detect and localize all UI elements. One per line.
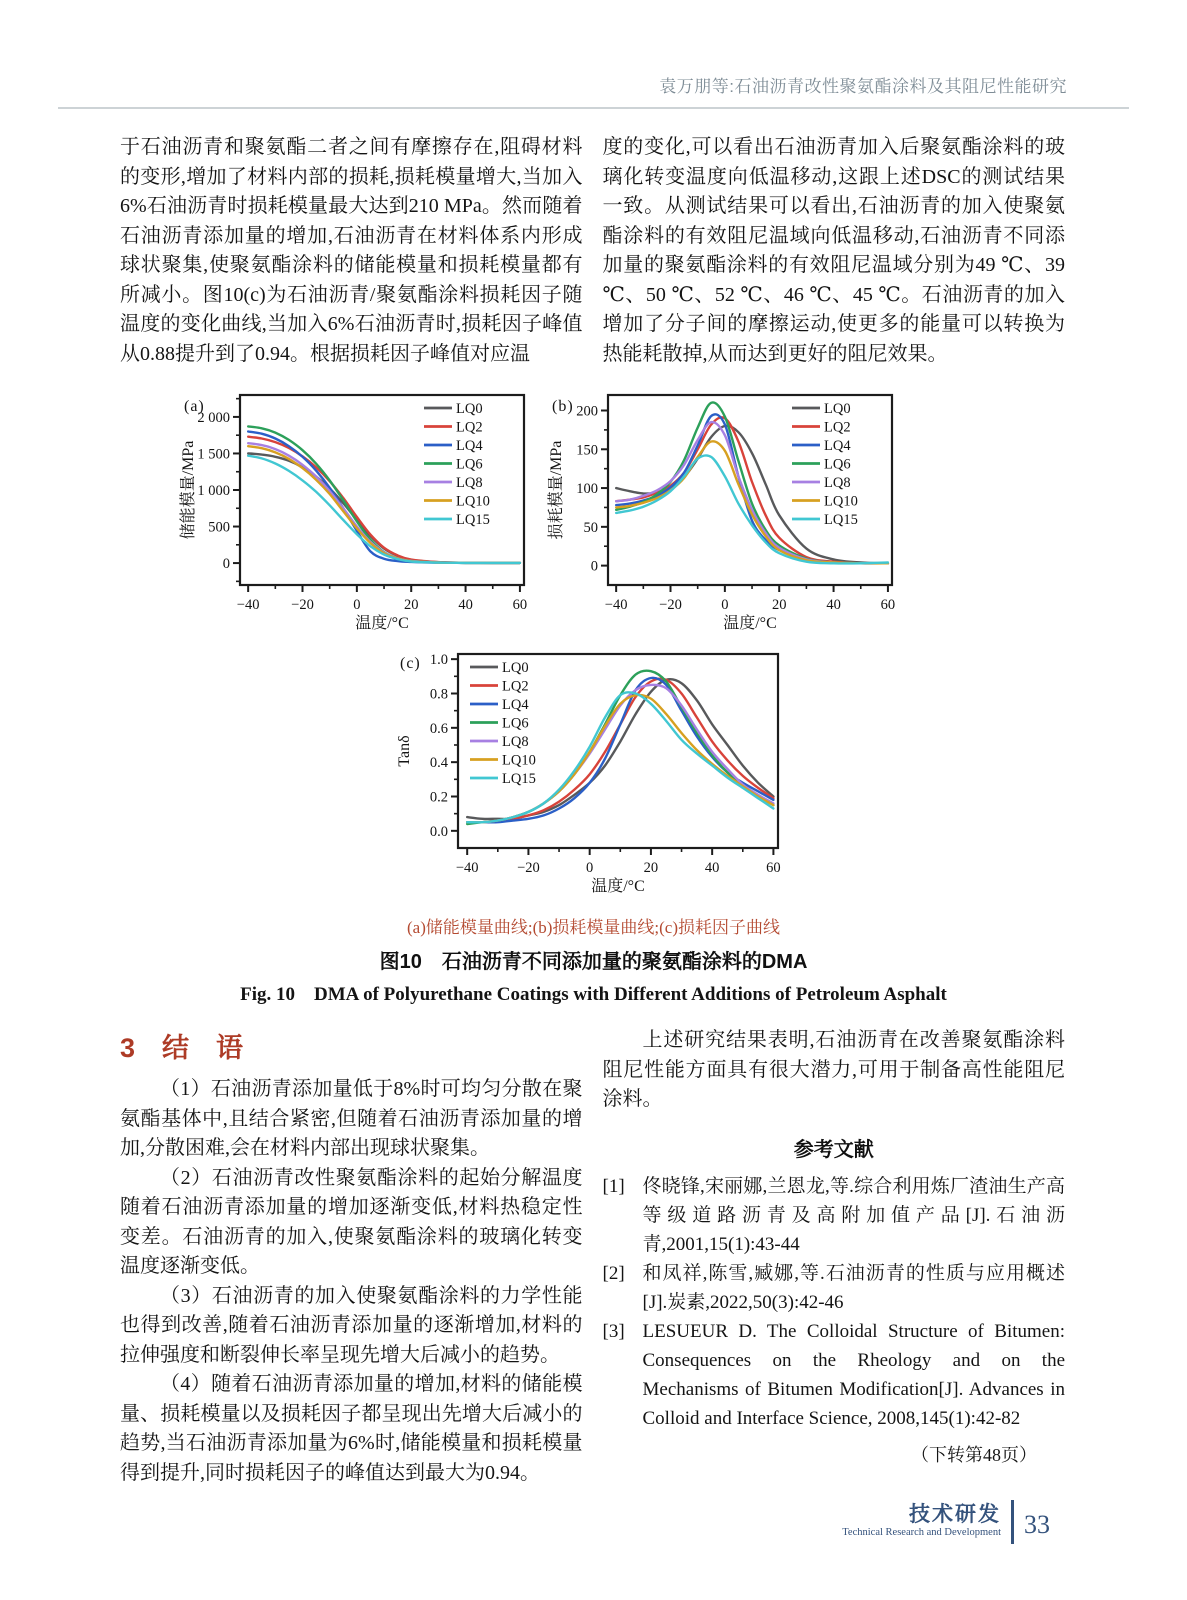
conclusion-left-column xyxy=(120,1026,583,1488)
svg-text:40: 40 xyxy=(704,860,719,876)
chart-storage-modulus xyxy=(178,383,538,640)
charts-row-bottom xyxy=(0,640,1187,903)
svg-text:0.8: 0.8 xyxy=(429,686,448,703)
page-number: 33 xyxy=(1024,1510,1050,1539)
section-heading: 3 结 语 xyxy=(120,1033,244,1063)
svg-text:−20: −20 xyxy=(291,597,314,613)
svg-text:LQ4: LQ4 xyxy=(824,438,851,454)
chart-canvas xyxy=(546,383,906,635)
svg-text:LQ6: LQ6 xyxy=(824,456,851,473)
svg-text:60: 60 xyxy=(512,597,528,613)
reference-item xyxy=(603,1259,1066,1317)
figure-caption-en: Fig. 10 DMA of Polyurethane Coatings with Different Additions of Petroleum Asphalt xyxy=(240,984,947,1005)
svg-text:0: 0 xyxy=(585,860,593,876)
figure-10 xyxy=(0,383,1187,1006)
figure-caption-zh: 图10 石油沥青不同添加量的聚氨酯涂料的DMA xyxy=(379,951,808,973)
svg-text:20: 20 xyxy=(771,597,787,613)
svg-text:LQ0: LQ0 xyxy=(501,660,529,676)
conclusion-item-2: （2）石油沥青改性聚氨酯涂料的起始分解温度随着石油沥青添加量的增加逐渐变低,材料热稳定性变差。石油沥青的加入,使聚氨酯涂料的玻璃化转变温度逐渐变低。 xyxy=(120,1166,583,1277)
page-header xyxy=(58,0,1129,109)
references-column xyxy=(603,1026,1066,1488)
svg-text:500: 500 xyxy=(208,519,230,536)
charts-row-top xyxy=(178,383,1187,640)
svg-text:−20: −20 xyxy=(516,860,540,876)
svg-text:1 000: 1 000 xyxy=(197,483,230,499)
svg-text:(c): (c) xyxy=(399,655,421,672)
svg-text:0.4: 0.4 xyxy=(429,755,448,772)
conclusion-item-1: （1）石油沥青添加量低于8%时可均匀分散在聚氨酯基体中,且结合紧密,但随着石油沥青添加量的增加,分散困难,会在材料内部出现球状聚集。 xyxy=(120,1078,583,1159)
reference-item xyxy=(603,1172,1066,1259)
svg-text:(a): (a) xyxy=(184,398,205,415)
svg-text:LQ2: LQ2 xyxy=(501,678,529,695)
svg-text:−40: −40 xyxy=(455,860,479,876)
svg-text:−20: −20 xyxy=(659,597,682,613)
footer-section-zh: 技术研发 xyxy=(909,1503,1001,1526)
svg-text:−40: −40 xyxy=(236,597,260,613)
svg-text:LQ15: LQ15 xyxy=(824,512,858,528)
svg-text:储能模量/MPa: 储能模量/MPa xyxy=(180,440,197,540)
figure-subcaption: (a)储能模量曲线;(b)损耗模量曲线;(c)损耗因子曲线 xyxy=(406,918,780,937)
footer-section-labels xyxy=(842,1504,1001,1540)
reference-number: [1] xyxy=(602,1175,625,1197)
chart-canvas xyxy=(394,640,794,898)
svg-text:LQ6: LQ6 xyxy=(501,715,529,732)
svg-text:温度/°C: 温度/°C xyxy=(355,615,409,632)
conclusion-closing: 上述研究结果表明,石油沥青在改善聚氨酯涂料阻尼性能方面具有很大潜力,可用于制备高性能阻尼涂料。 xyxy=(602,1029,1065,1110)
svg-text:LQ0: LQ0 xyxy=(456,401,483,417)
svg-text:60: 60 xyxy=(880,597,896,613)
svg-text:LQ10: LQ10 xyxy=(501,752,536,769)
svg-text:40: 40 xyxy=(826,597,841,613)
conclusion-item-3: （3）石油沥青的加入使聚氨酯涂料的力学性能也得到改善,随着石油沥青添加量的逐渐增加,材料的拉伸强度和断裂伸长率呈现先增大后减小的趋势。 xyxy=(120,1284,583,1366)
svg-text:0.2: 0.2 xyxy=(429,789,448,806)
reference-text: 佟晓锋,宋丽娜,兰恩龙,等.综合利用炼厂渣油生产高等级道路沥青及高附加值产品[J].石油沥青,2001,15(1):43-44 xyxy=(642,1175,1065,1255)
svg-text:0: 0 xyxy=(590,558,598,575)
svg-text:LQ2: LQ2 xyxy=(456,419,483,436)
svg-text:0.6: 0.6 xyxy=(429,720,448,737)
svg-text:LQ10: LQ10 xyxy=(824,493,858,510)
svg-text:150: 150 xyxy=(576,442,598,459)
body-right-column xyxy=(603,133,1066,369)
svg-text:0: 0 xyxy=(721,597,729,613)
svg-text:LQ2: LQ2 xyxy=(824,419,851,436)
svg-text:200: 200 xyxy=(576,403,598,420)
chart-canvas xyxy=(178,383,538,635)
svg-text:1 500: 1 500 xyxy=(197,446,230,463)
conclusion-section xyxy=(120,1026,1065,1488)
svg-text:LQ10: LQ10 xyxy=(456,493,490,510)
svg-text:0.0: 0.0 xyxy=(429,823,448,840)
paragraph: 度的变化,可以看出石油沥青加入后聚氨酯涂料的玻璃化转变温度向低温移动,这跟上述DSC的测试结果一致。从测试结果可以看出,石油沥青的加入使聚氨酯涂料的有效阻尼温域向低温移动,石油沥青不同添加量的聚氨酯涂料的有效阻尼温域分别为49 ℃、39 ℃、50 ℃、52 ℃、46 ℃、45 ℃。石油沥青的加入增加了分子间的摩擦运动,使更多的能量可以转换为热能耗散掉,从而达到更好的阻尼效果。 xyxy=(602,136,1065,365)
svg-text:LQ4: LQ4 xyxy=(501,697,529,713)
reference-item xyxy=(603,1317,1066,1433)
svg-text:LQ8: LQ8 xyxy=(456,475,483,491)
svg-text:0: 0 xyxy=(353,597,361,613)
footer-divider xyxy=(1011,1500,1014,1544)
reference-number: [2] xyxy=(602,1262,625,1284)
svg-text:20: 20 xyxy=(403,597,419,613)
svg-text:LQ15: LQ15 xyxy=(456,512,490,528)
svg-text:100: 100 xyxy=(576,481,598,498)
svg-text:50: 50 xyxy=(583,519,598,536)
svg-text:LQ15: LQ15 xyxy=(501,771,536,787)
footer-section-en: Technical Research and Development xyxy=(842,1527,1001,1538)
body-text-section xyxy=(120,133,1065,369)
chart-tan-delta xyxy=(394,640,794,903)
svg-text:LQ0: LQ0 xyxy=(824,401,851,417)
continued-note: （下转第48页） xyxy=(911,1444,1037,1465)
svg-text:LQ4: LQ4 xyxy=(456,438,483,454)
conclusion-item-4: （4）随着石油沥青添加量的增加,材料的储能模量、损耗模量以及损耗因子都呈现出先增大后减小的趋势,当石油沥青添加量为6%时,储能模量和损耗模量得到提升,同时损耗因子的峰值达到最大为0.94。 xyxy=(120,1373,583,1484)
running-title: 袁万朋等:石油沥青改性聚氨酯涂料及其阻尼性能研究 xyxy=(659,77,1067,96)
svg-text:1.0: 1.0 xyxy=(429,652,448,669)
svg-text:Tanδ: Tanδ xyxy=(395,735,413,767)
svg-text:2 000: 2 000 xyxy=(197,409,230,426)
svg-text:40: 40 xyxy=(458,597,473,613)
chart-loss-modulus xyxy=(546,383,906,640)
svg-text:LQ8: LQ8 xyxy=(824,475,851,491)
svg-text:LQ6: LQ6 xyxy=(456,456,483,473)
page-footer xyxy=(842,1500,1050,1544)
svg-text:−40: −40 xyxy=(604,597,628,613)
body-left-column xyxy=(120,133,583,369)
paragraph: 于石油沥青和聚氨酯二者之间有摩擦存在,阻碍材料的变形,增加了材料内部的损耗,损耗模量增大,当加入6%石油沥青时损耗模量最大达到210 MPa。然而随着石油沥青添加量的增加,石油沥青在材料体系内形成球状聚集,使聚氨酯涂料的储能模量和损耗模量都有所减小。图10(c)为石油沥青/聚氨酯涂料损耗因子随温度的变化曲线,当加入6%石油沥青时,损耗因子峰值从0.88提升到了0.94。根据损耗因子峰值对应温 xyxy=(120,136,583,365)
svg-text:损耗模量/MPa: 损耗模量/MPa xyxy=(548,440,565,540)
reference-number: [3] xyxy=(602,1320,625,1342)
references-heading: 参考文献 xyxy=(793,1138,874,1161)
svg-text:20: 20 xyxy=(643,860,658,876)
svg-text:0: 0 xyxy=(222,556,230,573)
reference-text: 和凤祥,陈雪,臧娜,等.石油沥青的性质与应用概述[J].炭素,2022,50(3):42-46 xyxy=(642,1262,1065,1313)
svg-text:温度/°C: 温度/°C xyxy=(590,878,645,895)
svg-text:(b): (b) xyxy=(552,398,574,415)
svg-text:60: 60 xyxy=(765,860,781,876)
svg-text:温度/°C: 温度/°C xyxy=(723,615,777,632)
reference-text: LESUEUR D. The Colloidal Structure of Bitumen: Consequences on the Rheology and on the Mechanisms of Bitumen Modification[J]. Advances in Colloid and Interface Science, 2008,145(1):42-82 xyxy=(642,1320,1065,1429)
svg-text:LQ8: LQ8 xyxy=(501,734,529,750)
